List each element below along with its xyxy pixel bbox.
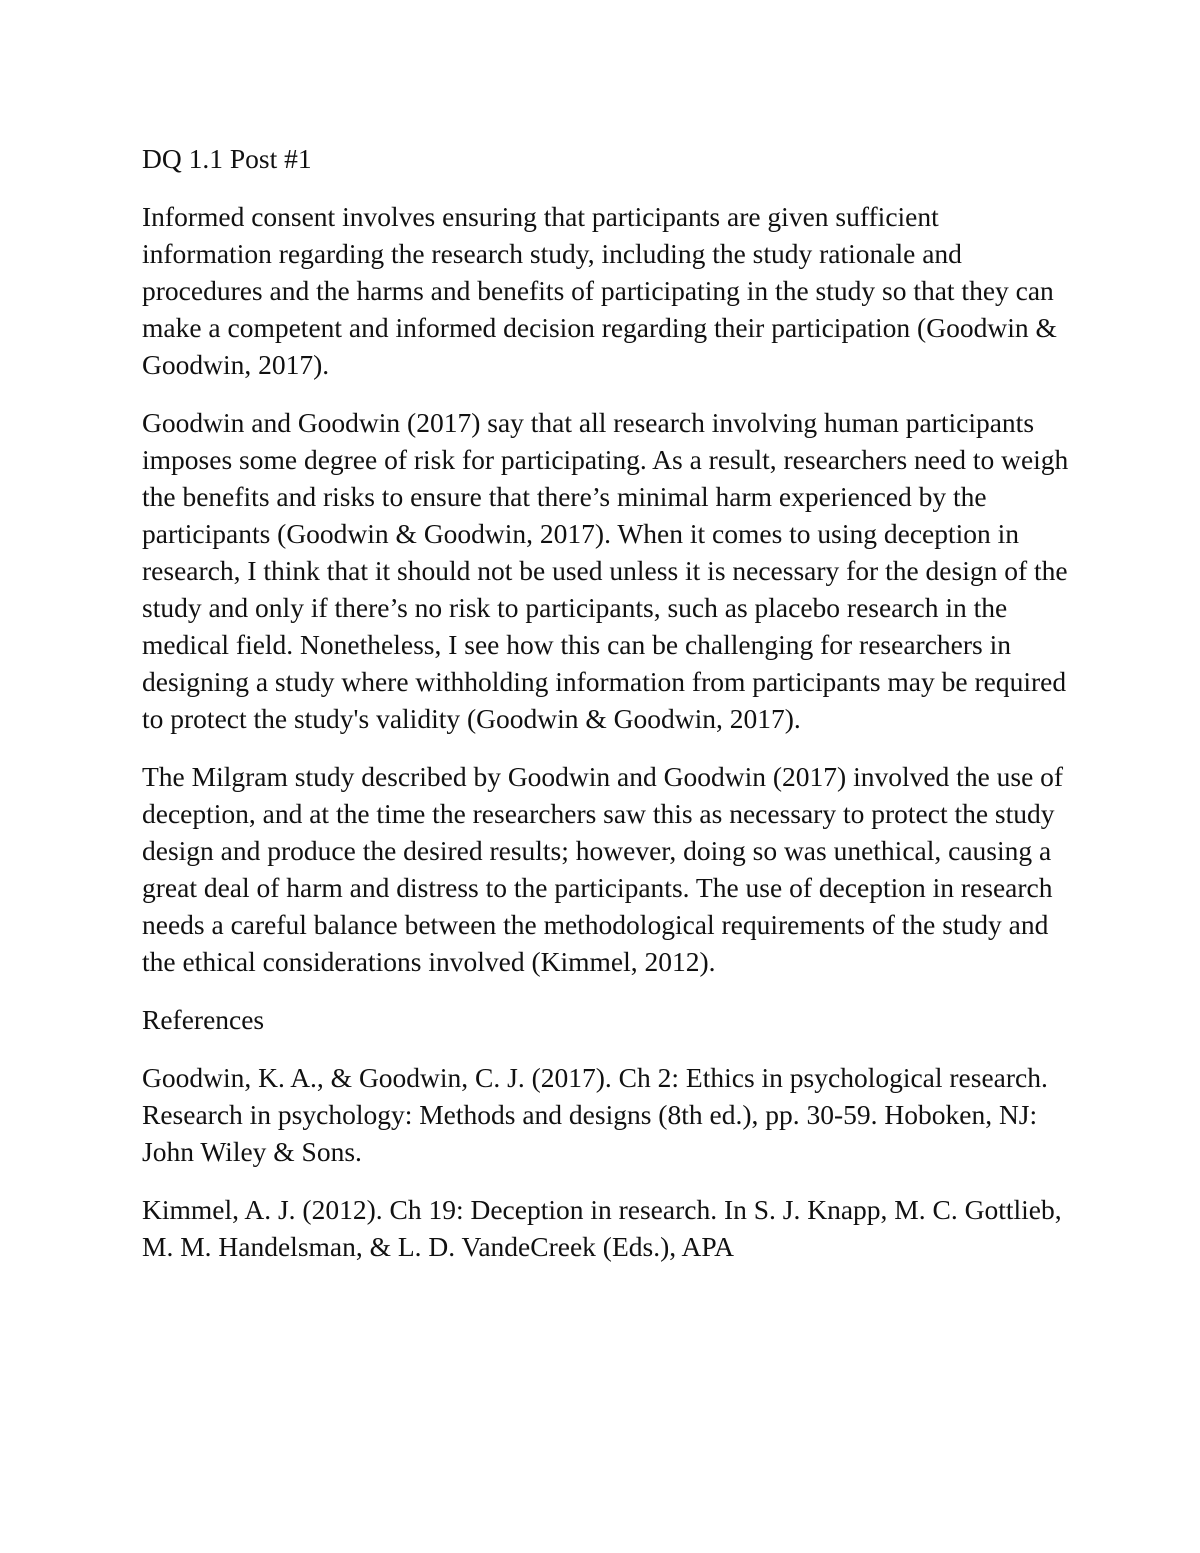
paragraph-risk-deception: Goodwin and Goodwin (2017) say that all research involving human participants imposes some degree of risk for participating. As a result, researchers need to weigh the benefits and risks to ensure that there’s minimal harm experienced by the participants (Goodwin & Goodwin, 2017). When it comes to using deception in research, I think that it should not be used unless it is necessary for the design of the study and only if there’s no risk to participants, such as placebo research in the medical field. Nonetheless, I see how this can be challenging for researchers in designing a study where withholding information from participants may be required to protect the study's validity (Goodwin & Goodwin, 2017).: [142, 407, 1069, 734]
reference-entry: Goodwin, K. A., & Goodwin, C. J. (2017). Ch 2: Ethics in psychological research. Research in psychology: Methods and designs (8th ed.), pp. 30-59. Hoboken, NJ: John Wiley & Sons.: [142, 1062, 1048, 1167]
post-title: DQ 1.1 Post #1: [142, 143, 312, 174]
reference-entry: Kimmel, A. J. (2012). Ch 19: Deception in research. In S. J. Knapp, M. C. Gottlieb, M. M. Handelsman, & L. D. VandeCreek (Eds.), APA: [142, 1194, 1062, 1262]
document-body: [142, 140, 1072, 1286]
references-heading: References: [142, 1004, 265, 1035]
paragraph-informed-consent: Informed consent involves ensuring that participants are given sufficient information regarding the research study, including the study rationale and procedures and the harms and benefits of participating in the study so that they can make a competent and informed decision regarding their participation (Goodwin & Goodwin, 2017).: [142, 201, 1057, 380]
paragraph-milgram-study: The Milgram study described by Goodwin and Goodwin (2017) involved the use of deception, and at the time the researchers saw this as necessary to protect the study design and produce the desired results; however, doing so was unethical, causing a great deal of harm and distress to the participants. The use of deception in research needs a careful balance between the methodological requirements of the study and the ethical considerations involved (Kimmel, 2012).: [142, 761, 1064, 977]
